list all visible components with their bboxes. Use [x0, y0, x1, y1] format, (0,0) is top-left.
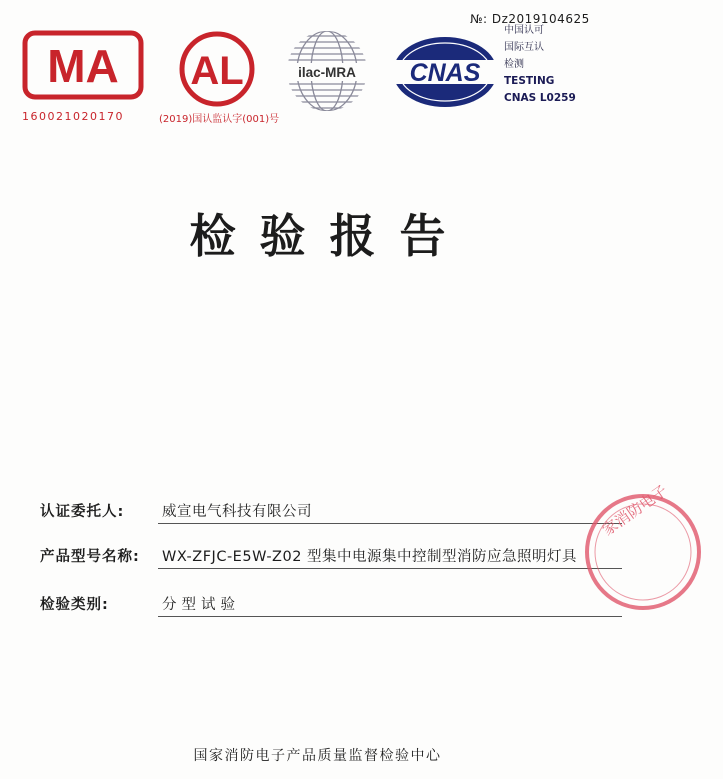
cnas-logo	[390, 34, 500, 110]
issuing-organization: 国家消防电子产品质量监督检验中心	[193, 748, 442, 764]
cma-logo	[22, 30, 144, 100]
product-value: WX-ZFJC-E5W-Z02 型集中电源集中控制型消防应急照明灯具	[158, 545, 622, 569]
cal-logo	[172, 30, 262, 108]
report-number: №: Dz2019104625	[470, 12, 590, 26]
cma-logo-text: MA	[47, 40, 119, 92]
cal-logo-text: AL	[190, 49, 244, 93]
category-field	[40, 593, 622, 617]
cnas-line: 中国认可	[504, 25, 544, 36]
product-label: 产品型号名称:	[40, 549, 140, 565]
ilac-mra-logo	[282, 26, 372, 116]
seal-text: 家消防电子	[598, 481, 671, 540]
document-title: 检验报告	[189, 209, 470, 263]
cma-number: 160021020170	[22, 110, 124, 123]
cnas-line: 检测	[504, 59, 524, 70]
cal-number: (2019)国认监认字(001)号	[159, 114, 280, 125]
client-value: 威宣电气科技有限公司	[158, 500, 622, 524]
ilac-logo-text: ilac-MRA	[298, 65, 356, 80]
cnas-accreditation-text	[504, 22, 576, 107]
client-label: 认证委托人:	[40, 504, 125, 520]
product-field	[40, 545, 622, 569]
category-value: 分型试验	[158, 593, 622, 617]
cnas-line: TESTING	[504, 75, 555, 87]
cnas-line: CNAS L0259	[504, 92, 576, 104]
official-seal	[583, 481, 723, 632]
cnas-logo-text: CNAS	[409, 59, 481, 87]
cnas-line: 国际互认	[504, 42, 544, 53]
category-label: 检验类别:	[40, 597, 109, 613]
client-field	[40, 500, 622, 524]
